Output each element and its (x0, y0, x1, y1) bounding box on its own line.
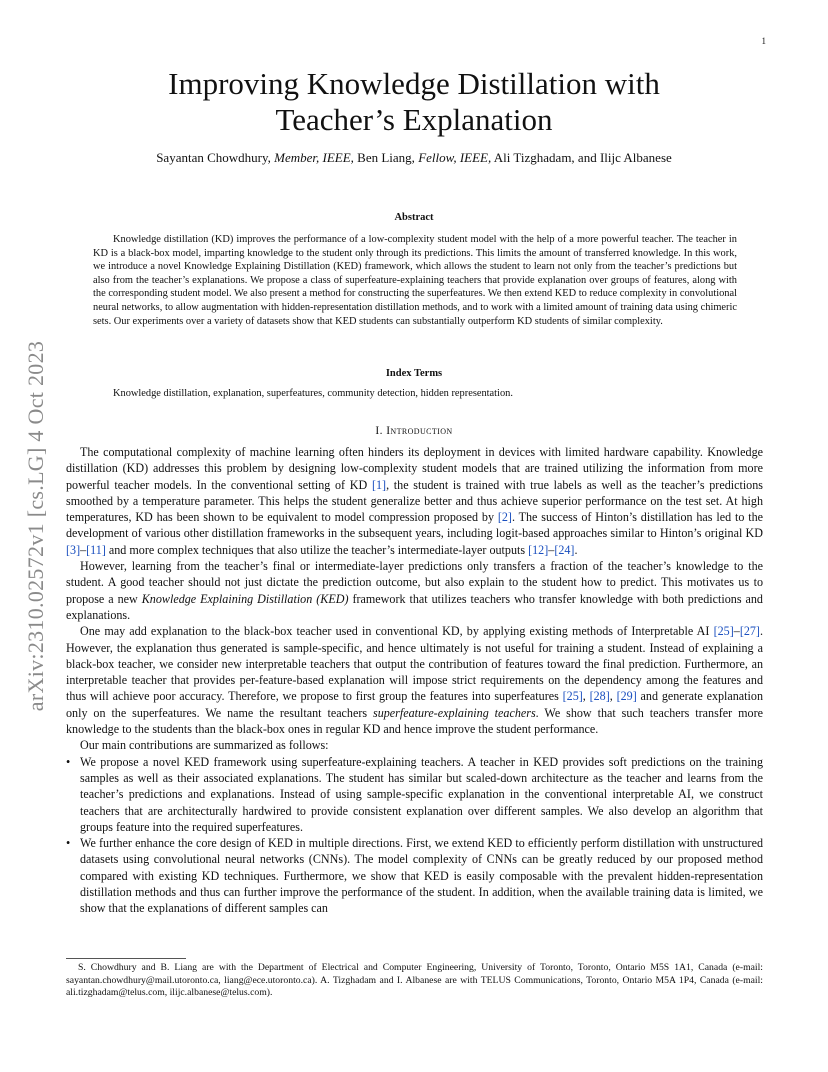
author-role: Member, IEEE, (274, 150, 354, 165)
paragraph-text: Our main contributions are summarized as follows: (80, 738, 329, 753)
index-terms-text: Knowledge distillation, explanation, superfeatures, community detection, hidden representation. (113, 388, 513, 399)
paper-title-line-1: Improving Knowledge Distillation with (168, 66, 660, 101)
paragraph-text: – (733, 624, 740, 639)
author-name: Ben Liang, (357, 150, 415, 165)
section-number: I. (375, 425, 383, 437)
arxiv-identifier-text: arXiv:2310.02572v1 [cs.LG] 4 Oct 2023 (23, 340, 48, 712)
emphasized-text: superfeature-explaining teachers (373, 705, 536, 720)
citation-link[interactable]: [3] (66, 542, 81, 557)
author-list (60, 150, 768, 166)
section-heading (0, 425, 828, 437)
list-item (66, 835, 763, 916)
introduction-body (66, 444, 763, 917)
paper-title-line-2: Teacher’s Explanation (275, 102, 553, 137)
paragraph-text: framework that utilizes teachers who transfer knowledge with both predictions and explanations. (66, 591, 763, 622)
citation-link[interactable]: [1] (371, 477, 387, 492)
paragraph-text: – (548, 542, 555, 557)
contribution-text: We further enhance the core design of KED in multiple directions. First, we extend KED to efficiently perform distillation with unstructured datasets using convolutional neural networks (CNNs). The model complexity of CNNs can be greatly reduced by our proposed method compared with existing KD techniques. Furthermore, we show that KED is easily composable with the prevalent hidden-representation distillation methods and thus can further improve the performance of the student. In addition, when the available training data is limited, we show that the explanations of different samples can (80, 836, 763, 916)
citation-link[interactable]: [25] (562, 689, 583, 704)
section-title: Introduction (386, 425, 453, 437)
citation-link[interactable]: [11] (86, 542, 106, 557)
footnote-divider (66, 958, 186, 959)
page-number: 1 (761, 36, 766, 46)
paragraph-text: – (80, 542, 87, 557)
bullet-icon: • (66, 836, 71, 851)
author-name: Ali Tizghadam, and Ilijc Albanese (493, 150, 672, 165)
index-terms-heading: Index Terms (385, 368, 443, 379)
paragraph-text: However, learning from the teacher’s final or intermediate-layer predictions only transfers a fraction of the teacher’s knowledge to the student. A good teacher should not just dictate the prediction outcome, but also explain to the student how to predict. This motivates us to propose a new (66, 559, 763, 606)
contribution-text: We propose a novel KED framework using superfeature-explaining teachers. A teacher in KED provides soft predictions on the training samples as well as their associated explanations. The student has similar but scaled-down architecture as the teacher and learns from the teacher’s predictions and explanations. Instead of using sample-specific explanation in the conventional interpretable AI, we construct teachers that are architecturally hardwired to provide consistent explanation over different samples. We also develop an algorithm that groups feature into the required superfeatures. (80, 754, 763, 834)
citation-link[interactable]: [12] (528, 542, 549, 557)
bullet-icon: • (66, 754, 71, 769)
paragraph (66, 558, 763, 623)
author-role: Fellow, IEEE, (418, 150, 492, 165)
paragraph (66, 623, 763, 737)
paragraph-text: The computational complexity of machine learning often hinders its deployment in devices with limited hardware capability. Knowledge distillation (KD) addresses this problem by designing low-complexity student models that are trained utilizing the information from more powerful teacher models. In the conventional setting of KD (66, 445, 763, 492)
paragraph-text: . The success of Hinton’s distillation has led to the development of various other distillation frameworks in the subsequent years, including logit-based approaches similar to Hinton’s original KD (66, 510, 763, 541)
paragraph-text: . However, the explanation thus generated is sample-specific, and hence ultimately is not useful for training a student. Instead of explaining a black-box teacher, we consider new interpretable teachers that output the contribution of features toward the final prediction. Furthermore, an interpretable teacher that provides per-feature-based explanation will impose strict requirements on the dependency among the features and thus will achieve poor accuracy. Therefore, we propose to first group the features into superfeatures (66, 624, 763, 704)
citation-link[interactable]: [24] (554, 542, 575, 557)
paragraph-text: and generate explanation only on the superfeatures. We name the resultant teachers (66, 689, 763, 720)
author-affiliation-footnote: S. Chowdhury and B. Liang are with the Department of Electrical and Computer Engineering, University of Toronto, Toronto, Ontario M5S 1A1, Canada (e-mail: sayantan.chowdhury@mail.utoronto.ca, liang@ece.utoronto.ca). A. Tizghadam and I. Albanese are with TELUS Communications, Toronto, Ontario M5A 1P4, Canada (e-mail: ali.tizghadam@telus.com, ilijc.albanese@telus.com). (66, 962, 763, 999)
paragraph-text: , the student is trained with true labels as well as the teacher’s predictions smoothed by a temperature parameter. This helps the student generalize better and thus achieve superior performance on the test set. At high temperatures, KD has been shown to be equivalent to model compression proposed by (66, 477, 763, 525)
paragraph-text: and more complex techniques that also utilize the teacher’s intermediate-layer outputs (105, 542, 529, 557)
citation-link[interactable]: [2] (497, 510, 512, 525)
author-name: Sayantan Chowdhury, (156, 150, 271, 165)
abstract-text: Knowledge distillation (KD) improves the performance of a low-complexity student model with the help of a more powerful teacher. The teacher in KD is a black-box model, imparting knowledge to the student only through its predictions. This limits the amount of transferred knowledge. In this work, we introduce a novel Knowledge Explaining Distillation (KED) framework, which allows the student to learn not only from the teacher’s predictions but also from the teacher’s explanations. We propose a class of superfeature-explaining teachers that provide explanation over groups of features, along with the corresponding student model. We also present a method for constructing the superfeatures. We then extend KED to reduce complexity in convolutional neural networks, to allow augmentation with hidden-representation distillation methods, and to work with a limited amount of training data using chimeric sets. Our experiments over a variety of datasets show that KED students can substantially outperform KD students of similar complexity. (93, 234, 737, 327)
paper-title (0, 66, 828, 138)
emphasized-text: Knowledge Explaining Distillation (KED) (141, 591, 349, 606)
contribution-list (66, 754, 763, 917)
list-item (66, 754, 763, 835)
paragraph-text: . We show that such teachers transfer more knowledge to the students than the black-box ones in regular KD and hence improve the student performance. (66, 705, 763, 737)
paragraph (66, 444, 763, 558)
arxiv-identifier-stamp (22, 296, 50, 756)
citation-link[interactable]: [27] (739, 624, 760, 639)
citation-link[interactable]: [29] (616, 689, 637, 704)
abstract-heading: Abstract (394, 212, 434, 223)
paragraph-text: , (609, 689, 617, 704)
paragraph-text: , (582, 689, 590, 704)
citation-link[interactable]: [25] (713, 624, 734, 639)
citation-link[interactable]: [28] (589, 689, 610, 704)
paragraph (66, 737, 763, 753)
paragraph-text: One may add explanation to the black-box teacher used in conventional KD, by applying existing methods of Interpretable AI (80, 624, 714, 639)
paragraph-text: . (574, 542, 578, 557)
